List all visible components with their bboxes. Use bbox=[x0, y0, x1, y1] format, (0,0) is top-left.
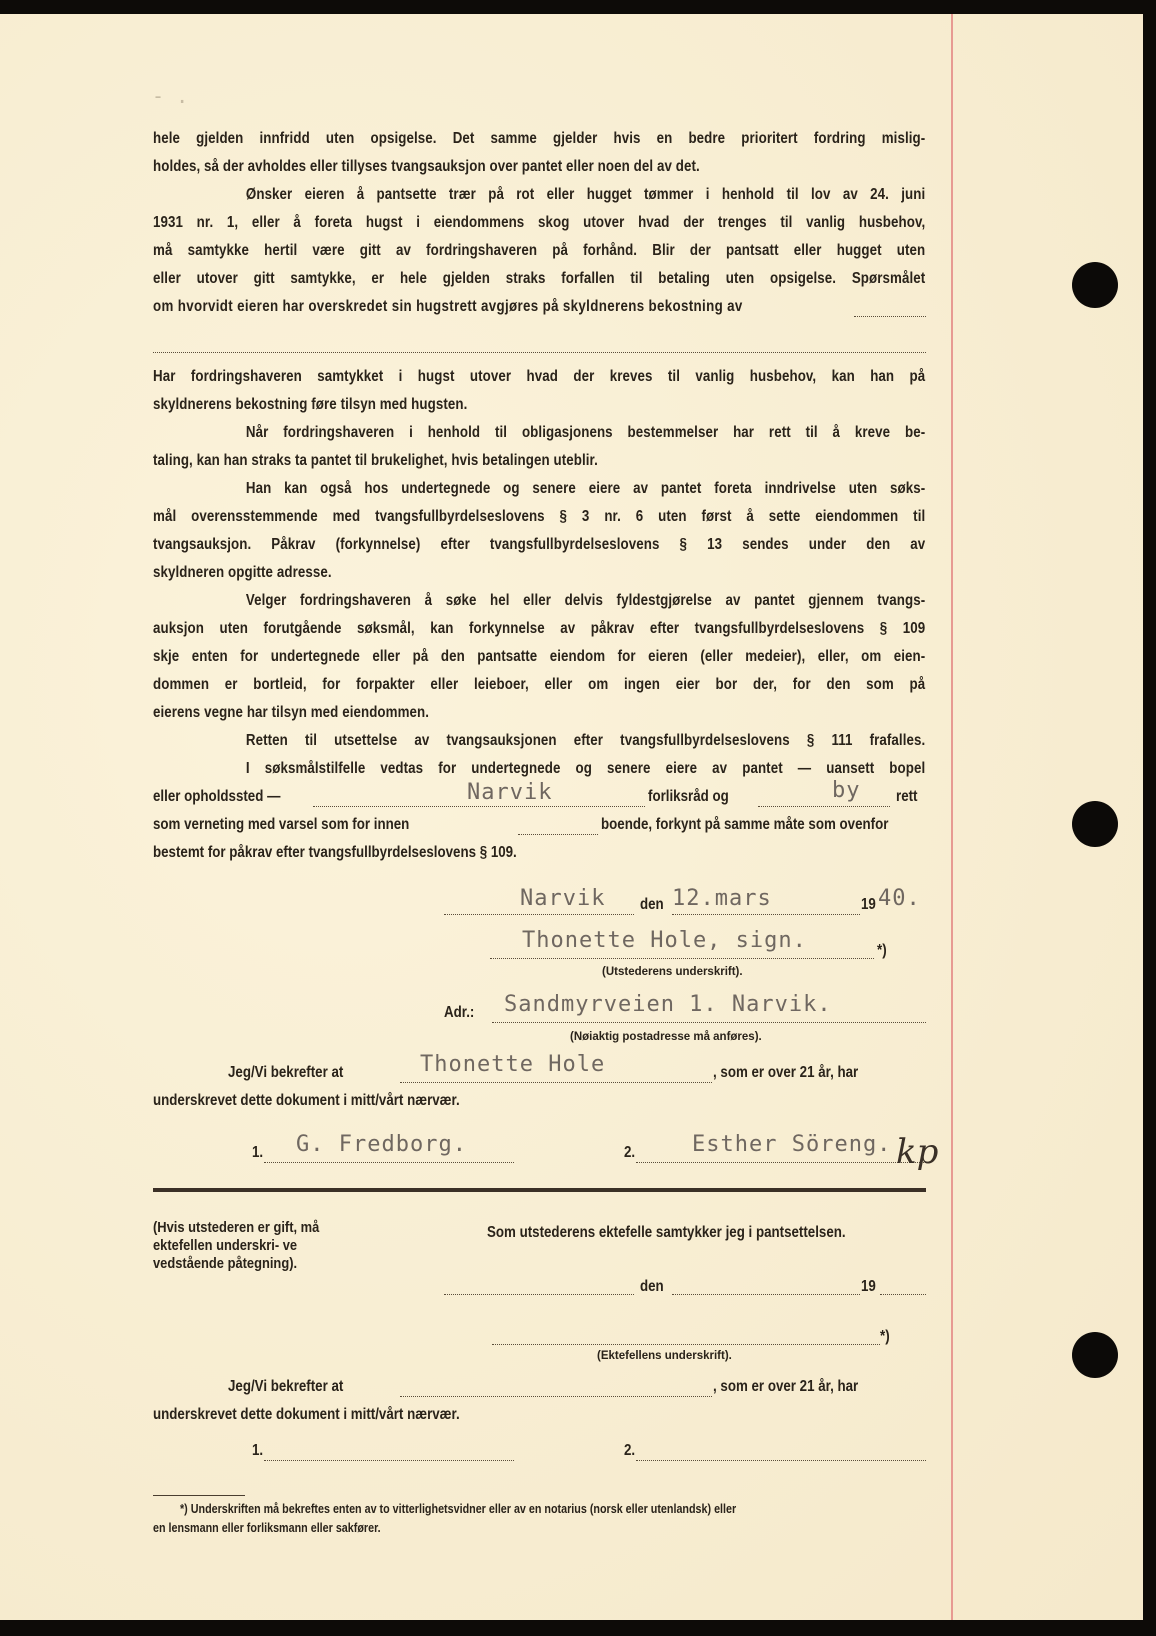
spouse-year-field[interactable] bbox=[880, 1294, 926, 1295]
venue-line2a: som verneting med varsel som for innen bbox=[153, 816, 410, 833]
body-line: Han kan også hos undertegnede og senere eiere av pantet foreta inndrivelse uten søks- bbox=[245, 480, 926, 497]
venue-line2b: boende, forkynt på samme måte som ovenfor bbox=[601, 816, 889, 833]
footnote-rule bbox=[153, 1495, 245, 1496]
date-field[interactable] bbox=[672, 914, 860, 915]
body-line: skyldnerens bekostning føre tilsyn med hugsten. bbox=[153, 396, 468, 413]
date-typed: 12.mars bbox=[672, 886, 772, 911]
place-typed: Narvik bbox=[520, 886, 606, 911]
address-field[interactable] bbox=[492, 1022, 926, 1023]
witness-subject-field[interactable] bbox=[400, 1082, 712, 1083]
body-line: eller utover gitt samtykke, er hele gjelden straks forfallen til betaling uten opsigelse. Spørsmålet bbox=[153, 270, 926, 287]
bleed-through-text: - . bbox=[152, 84, 189, 108]
document-page bbox=[0, 14, 1143, 1620]
blank-field[interactable] bbox=[854, 316, 926, 317]
section-divider bbox=[153, 1188, 926, 1192]
body-line: om hvorvidt eieren har overskredet sin hugstrett avgjøres på skyldnerens bekostning av bbox=[153, 298, 743, 315]
body-line: Ønsker eieren å pantsette trær på rot eller hugget tømmer i henhold til lov av 24. juni bbox=[245, 186, 926, 203]
witness-1-field[interactable] bbox=[264, 1460, 514, 1461]
footnote-line: *) Underskriften må bekreftes enten av to vitterlighetsvidner eller av en notarius (norsk eller utenlandsk) eller bbox=[180, 1502, 737, 1516]
body-line: taling, kan han straks ta pantet til brukelighet, hvis betalingen uteblir. bbox=[153, 452, 598, 469]
venue-prefix: eller opholdssted — bbox=[153, 788, 281, 805]
venue-city-field[interactable] bbox=[313, 806, 645, 807]
body-line: 1931 nr. 1, eller å foreta hugst i eiendommens skog utover hvad der trenges til vanlig husbehov, bbox=[153, 214, 926, 231]
spouse-signature-caption: (Ektefellens underskrift). bbox=[597, 1350, 732, 1362]
footnote-mark: *) bbox=[877, 942, 887, 959]
spouse-signature-field[interactable] bbox=[492, 1344, 880, 1345]
body-line: skje enten for undertegnede eller på den pantsatte eiendom for eieren (eller medeier), eller, om eien- bbox=[153, 648, 926, 665]
witness-line2: underskrevet dette dokument i mitt/vårt nærvær. bbox=[153, 1406, 460, 1423]
punch-hole bbox=[1072, 1332, 1118, 1378]
red-margin-line bbox=[951, 14, 953, 1620]
body-line: I søksmålstilfelle vedtas for undertegnede og senere eiere av pantet — uansett bopel bbox=[245, 760, 926, 777]
witness-subject-typed: Thonette Hole bbox=[420, 1052, 606, 1077]
body-line: Velger fordringshaveren å søke hel eller delvis fyldestgjørelse av pantet gjennem tvangs- bbox=[245, 592, 926, 609]
spouse-place-field[interactable] bbox=[444, 1294, 634, 1295]
blank-field[interactable] bbox=[518, 834, 598, 835]
body-line: Retten til utsettelse av tvangsauksjonen efter tvangsfullbyrdelseslovens § 111 frafalles. bbox=[245, 732, 926, 749]
spouse-year-prefix: 19 bbox=[861, 1278, 876, 1295]
body-line: eierens vegne har tilsyn med eiendommen. bbox=[153, 704, 430, 721]
issuer-caption: (Utstederens underskrift). bbox=[602, 966, 743, 978]
body-line: må samtykke hertil være gitt av fordringshaveren på forhånd. Blir der pantsatt eller hugget uten bbox=[153, 242, 926, 259]
witness-num-1: 1. bbox=[252, 1144, 264, 1161]
year-typed: 40. bbox=[878, 886, 921, 911]
body-line: holdes, så der avholdes eller tillyses tvangsauksjon over pantet eller noen del av det. bbox=[153, 158, 700, 175]
body-line: Når fordringshaveren i henhold til obligasjonens bestemmelser har rett til å kreve be- bbox=[245, 424, 926, 441]
venue-city-typed: Narvik bbox=[467, 780, 553, 805]
footnote-line: en lensmann eller forliksmann eller sakfører. bbox=[153, 1521, 381, 1535]
venue-court-typed: by bbox=[832, 778, 861, 803]
body-line: dommen er bortleid, for forpakter eller leieboer, eller om ingen eier bor der, for den som på bbox=[153, 676, 926, 693]
address-label: Adr.: bbox=[444, 1004, 475, 1021]
venue-line3: bestemt for påkrav efter tvangsfullbyrdelseslovens § 109. bbox=[153, 844, 517, 861]
spouse-den-label: den bbox=[640, 1278, 664, 1295]
witness-prefix: Jeg/Vi bekrefter at bbox=[228, 1378, 344, 1395]
body-line: Har fordringshaveren samtykket i hugst utover hvad der kreves til vanlig husbehov, kan han på bbox=[153, 368, 926, 385]
witness-2-typed: Esther Söreng. bbox=[692, 1132, 892, 1157]
body-line: hele gjelden innfridd uten opsigelse. Det samme gjelder hvis en bedre prioritert fordring mislig- bbox=[153, 130, 926, 147]
witness-2-field[interactable] bbox=[636, 1460, 926, 1461]
den-label: den bbox=[640, 896, 664, 913]
body-line: mål overensstemmende med tvangsfullbyrdelseslovens § 3 nr. 6 uten først å sette eiendommen til bbox=[153, 508, 926, 525]
year-prefix: 19 bbox=[861, 896, 876, 913]
venue-mid: forliksråd og bbox=[648, 788, 729, 805]
handwritten-initials: kp bbox=[896, 1132, 939, 1172]
issuer-typed: Thonette Hole, sign. bbox=[522, 928, 807, 953]
body-line: skyldneren opgitte adresse. bbox=[153, 564, 332, 581]
witness-2-field[interactable] bbox=[636, 1162, 926, 1163]
address-typed: Sandmyrveien 1. Narvik. bbox=[504, 992, 832, 1017]
place-field[interactable] bbox=[444, 914, 634, 915]
witness-suffix: , som er over 21 år, har bbox=[713, 1064, 859, 1081]
witness-num-2: 2. bbox=[624, 1144, 636, 1161]
witness-num-1: 1. bbox=[252, 1442, 264, 1459]
witness-1-typed: G. Fredborg. bbox=[296, 1132, 467, 1157]
witness-num-2: 2. bbox=[624, 1442, 636, 1459]
witness-suffix: , som er over 21 år, har bbox=[713, 1378, 859, 1395]
footnote-mark: *) bbox=[880, 1328, 890, 1345]
venue-court-field[interactable] bbox=[758, 806, 890, 807]
witness-prefix: Jeg/Vi bekrefter at bbox=[228, 1064, 344, 1081]
address-caption: (Nøiaktig postadresse må anføres). bbox=[570, 1031, 762, 1043]
body-line: auksjon uten forutgående søksmål, kan forkynnelse av påkrav efter tvangsfullbyrdelseslovens § 109 bbox=[153, 620, 926, 637]
spouse-side-note: (Hvis utstederen er gift, må ektefellen underskri- ve vedstående påtegning). bbox=[153, 1219, 320, 1272]
venue-suffix: rett bbox=[896, 788, 918, 805]
spouse-consent: Som utstederens ektefelle samtykker jeg i pantsettelsen. bbox=[487, 1224, 846, 1241]
witness-line2: underskrevet dette dokument i mitt/vårt nærvær. bbox=[153, 1092, 460, 1109]
body-line: tvangsauksjon. Påkrav (forkynnelse) efter tvangsfullbyrdelseslovens § 13 sendes under den av bbox=[153, 536, 926, 553]
issuer-signature-field[interactable] bbox=[490, 958, 874, 959]
witness-1-field[interactable] bbox=[264, 1162, 514, 1163]
punch-hole bbox=[1072, 262, 1118, 308]
punch-hole bbox=[1072, 801, 1118, 847]
blank-field[interactable] bbox=[153, 352, 926, 353]
witness-subject-field[interactable] bbox=[400, 1396, 712, 1397]
spouse-date-field[interactable] bbox=[672, 1294, 860, 1295]
